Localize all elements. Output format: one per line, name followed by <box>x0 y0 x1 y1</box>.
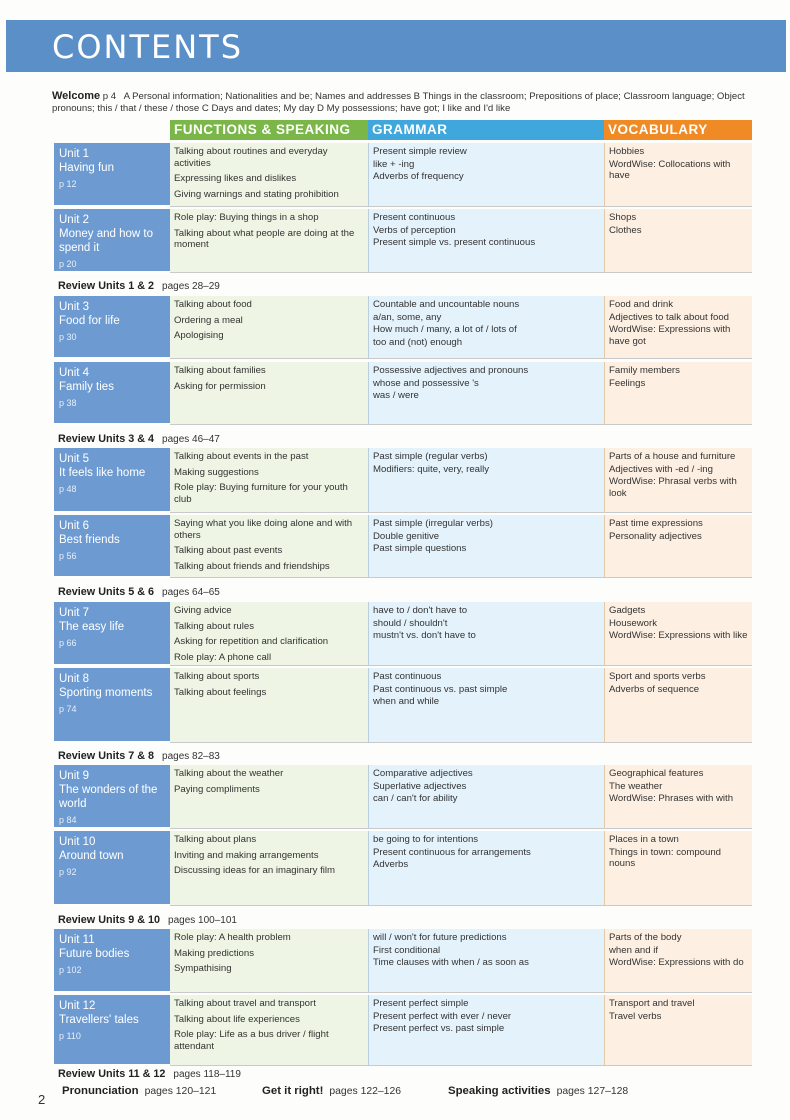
vocabulary-cell-line: Places in a town <box>609 834 679 845</box>
grammar-cell <box>368 929 604 993</box>
vocabulary-cell-line: Past time expressions <box>609 518 703 529</box>
unit-number: Unit 12 <box>59 1000 96 1012</box>
unit-row <box>54 929 752 993</box>
functions-cell-line: Talking about events in the past <box>174 451 309 462</box>
unit-number: Unit 5 <box>59 453 90 465</box>
unit-cell <box>54 831 170 906</box>
unit-number: Unit 9 <box>59 770 90 782</box>
unit-number: Unit 6 <box>59 520 90 532</box>
vocabulary-cell <box>604 668 752 743</box>
footer-item-pages: pages 127–128 <box>556 1086 629 1097</box>
vocabulary-cell-line: Shops <box>609 212 637 223</box>
review-pages: pages 100–101 <box>168 915 237 926</box>
functions-cell <box>170 995 368 1066</box>
grammar-cell-line: Past simple (irregular verbs) <box>373 518 493 529</box>
unit-title: Future bodies <box>59 948 130 960</box>
vocabulary-cell-line: Sport and sports verbs <box>609 671 706 682</box>
column-header-grammar: GRAMMAR <box>368 120 604 140</box>
functions-cell-line: Making predictions <box>174 947 254 959</box>
grammar-cell <box>368 515 604 578</box>
unit-cell <box>54 515 170 578</box>
vocabulary-cell-line: Gadgets <box>609 605 646 616</box>
functions-cell-line: Talking about what people are doing at the moment <box>174 227 355 251</box>
vocabulary-cell-line: Food and drink <box>609 299 673 310</box>
functions-cell <box>170 362 368 425</box>
vocabulary-cell-line: Parts of the body <box>609 932 682 943</box>
footer-item-label: Pronunciation <box>62 1085 139 1097</box>
unit-row <box>54 602 752 666</box>
vocabulary-cell-line: WordWise: Phrasal verbs with look <box>609 476 737 499</box>
footer-item-label: Get it right! <box>262 1085 324 1097</box>
footer-item-pronunciation <box>62 1085 216 1097</box>
functions-cell <box>170 143 368 207</box>
functions-cell <box>170 296 368 359</box>
functions-cell-line: Talking about life experiences <box>174 1013 300 1025</box>
footer-item-label: Speaking activities <box>448 1085 551 1097</box>
unit-number: Unit 2 <box>59 214 90 226</box>
functions-cell-line: Giving advice <box>174 605 232 616</box>
page-title: CONTENTS <box>52 28 244 66</box>
functions-cell-line: Talking about friends and friendships <box>174 560 330 572</box>
unit-cell <box>54 448 170 513</box>
vocabulary-cell-line: Adjectives with -ed / -ing <box>609 463 713 475</box>
review-label: Review Units 5 & 6 <box>58 586 155 598</box>
grammar-cell-line: like + -ing <box>373 158 415 170</box>
grammar-cell-line: Present continuous <box>373 212 456 223</box>
footer-item-speaking-activities <box>448 1085 628 1097</box>
functions-cell <box>170 448 368 513</box>
vocabulary-cell-line: Clothes <box>609 224 642 236</box>
vocabulary-cell <box>604 995 752 1066</box>
unit-title: Family ties <box>59 381 114 393</box>
unit-title: Sporting moments <box>59 687 153 699</box>
welcome-page: p 4 <box>102 91 117 102</box>
unit-page: p 92 <box>59 867 77 877</box>
review-label: Review Units 3 & 4 <box>58 433 155 445</box>
vocabulary-cell-line: Hobbies <box>609 146 645 157</box>
functions-cell <box>170 602 368 666</box>
grammar-cell-line: Adverbs of frequency <box>373 171 464 183</box>
review-label: Review Units 7 & 8 <box>58 750 155 762</box>
grammar-cell-line: Present perfect vs. past simple <box>373 1023 505 1035</box>
grammar-cell <box>368 995 604 1066</box>
review-row <box>58 912 748 928</box>
unit-title: Food for life <box>59 315 120 327</box>
functions-cell-line: Role play: Buying furniture for your youth club <box>174 482 348 505</box>
functions-cell-line: Role play: Buying things in a shop <box>174 212 319 223</box>
unit-cell <box>54 668 170 743</box>
grammar-cell-line: should / shouldn't <box>373 617 448 629</box>
functions-cell-line: Talking about sports <box>174 671 260 682</box>
grammar-cell-line: have to / don't have to <box>373 605 468 616</box>
unit-row <box>54 143 752 207</box>
vocabulary-cell <box>604 296 752 359</box>
functions-cell-line: Sympathising <box>174 963 232 975</box>
footer-item-pages: pages 120–121 <box>144 1086 217 1097</box>
functions-cell-line: Role play: Life as a bus driver / flight attendant <box>174 1029 329 1052</box>
functions-cell <box>170 831 368 906</box>
unit-row <box>54 995 752 1066</box>
vocabulary-cell <box>604 602 752 666</box>
vocabulary-cell-line: WordWise: Expressions with do <box>609 957 744 969</box>
vocabulary-cell-line: Transport and travel <box>609 998 695 1009</box>
grammar-cell-line: How much / many, a lot of / lots of <box>373 324 517 336</box>
unit-row <box>54 296 752 359</box>
functions-cell-line: Apologising <box>174 330 224 342</box>
unit-cell <box>54 209 170 273</box>
grammar-cell-line: Double genitive <box>373 530 440 542</box>
vocabulary-cell <box>604 765 752 829</box>
grammar-cell-line: too and (not) enough <box>373 336 463 348</box>
unit-number: Unit 3 <box>59 301 90 313</box>
functions-cell-line: Talking about feelings <box>174 686 267 698</box>
grammar-cell-line: Past simple (regular verbs) <box>373 451 488 462</box>
functions-cell <box>170 515 368 578</box>
unit-page: p 48 <box>59 484 77 494</box>
grammar-cell-line: was / were <box>373 390 419 402</box>
footer-item-pages: pages 122–126 <box>329 1086 402 1097</box>
functions-cell-line: Paying compliments <box>174 783 260 795</box>
review-pages: pages 46–47 <box>162 434 220 445</box>
grammar-cell-line: Possessive adjectives and pronouns <box>373 365 529 376</box>
grammar-cell <box>368 143 604 207</box>
vocabulary-cell-line: Parts of a house and furniture <box>609 451 736 462</box>
grammar-cell-line: Past continuous vs. past simple <box>373 683 508 695</box>
unit-number: Unit 8 <box>59 673 90 685</box>
unit-title: The wonders of the world <box>59 784 158 810</box>
vocabulary-cell-line: Feelings <box>609 377 646 389</box>
unit-number: Unit 4 <box>59 367 90 379</box>
unit-cell <box>54 296 170 359</box>
unit-cell <box>54 362 170 425</box>
vocabulary-cell <box>604 929 752 993</box>
welcome-label: Welcome <box>52 90 101 102</box>
unit-cell <box>54 602 170 666</box>
vocabulary-cell-line: Travel verbs <box>609 1010 662 1022</box>
unit-page: p 66 <box>59 638 77 648</box>
functions-cell-line: Role play: A health problem <box>174 932 291 943</box>
unit-number: Unit 7 <box>59 607 90 619</box>
grammar-cell-line: Verbs of perception <box>373 224 456 236</box>
unit-title: Travellers' tales <box>59 1014 139 1026</box>
functions-cell <box>170 765 368 829</box>
grammar-cell-line: Present perfect simple <box>373 998 469 1009</box>
vocabulary-cell-line: WordWise: Expressions with have got <box>609 324 731 347</box>
grammar-cell-line: Modifiers: quite, very, really <box>373 463 490 475</box>
grammar-cell-line: Present simple vs. present continuous <box>373 237 536 249</box>
functions-cell-line: Talking about travel and transport <box>174 998 316 1009</box>
review-row <box>58 1066 748 1082</box>
welcome-section <box>52 90 752 115</box>
functions-cell-line: Talking about food <box>174 299 252 310</box>
unit-row <box>54 448 752 513</box>
grammar-cell <box>368 362 604 425</box>
vocabulary-cell <box>604 209 752 273</box>
grammar-cell-line: Adverbs <box>373 859 409 871</box>
grammar-cell-line: mustn't vs. don't have to <box>373 630 476 642</box>
vocabulary-cell <box>604 143 752 207</box>
vocabulary-cell-line: Adjectives to talk about food <box>609 311 729 323</box>
functions-cell-line: Role play: A phone call <box>174 651 272 663</box>
functions-cell-line: Asking for repetition and clarification <box>174 636 329 648</box>
grammar-cell-line: when and while <box>373 696 440 708</box>
vocabulary-cell <box>604 515 752 578</box>
unit-page: p 110 <box>59 1031 81 1041</box>
grammar-cell-line: Comparative adjectives <box>373 768 473 779</box>
grammar-cell-line: Time clauses with when / as soon as <box>373 957 529 969</box>
unit-cell <box>54 765 170 829</box>
functions-cell-line: Discussing ideas for an imaginary film <box>174 865 336 877</box>
grammar-cell <box>368 209 604 273</box>
unit-page: p 74 <box>59 704 77 714</box>
functions-cell-line: Talking about past events <box>174 545 283 557</box>
vocabulary-cell <box>604 831 752 906</box>
unit-title: Money and how to spend it <box>59 228 153 254</box>
grammar-cell <box>368 668 604 743</box>
vocabulary-cell-line: The weather <box>609 780 663 792</box>
unit-page: p 102 <box>59 965 82 975</box>
unit-page: p 12 <box>59 179 77 189</box>
review-label: Review Units 9 & 10 <box>58 914 161 926</box>
unit-row <box>54 668 752 743</box>
unit-cell <box>54 143 170 207</box>
unit-number: Unit 1 <box>59 148 90 160</box>
unit-cell <box>54 929 170 993</box>
grammar-cell-line: First conditional <box>373 944 441 956</box>
functions-cell <box>170 929 368 993</box>
unit-row <box>54 362 752 425</box>
grammar-cell-line: Past simple questions <box>373 543 467 555</box>
footer-item-get-it-right <box>262 1085 401 1097</box>
unit-page: p 84 <box>59 815 77 825</box>
unit-number: Unit 11 <box>59 934 95 946</box>
grammar-cell <box>368 602 604 666</box>
vocabulary-cell-line: Personality adjectives <box>609 530 702 542</box>
functions-cell-line: Making suggestions <box>174 466 259 478</box>
unit-row <box>54 209 752 273</box>
grammar-cell-line: be going to for intentions <box>373 834 479 845</box>
functions-cell-line: Talking about rules <box>174 620 254 632</box>
unit-title: Having fun <box>59 162 114 174</box>
unit-title: It feels like home <box>59 467 146 479</box>
vocabulary-cell-line: WordWise: Phrases with with <box>609 793 734 805</box>
column-header-vocabulary: VOCABULARY <box>604 120 752 140</box>
functions-cell-line: Ordering a meal <box>174 314 243 326</box>
review-row <box>58 278 748 294</box>
vocabulary-cell <box>604 448 752 513</box>
functions-cell-line: Talking about families <box>174 365 266 376</box>
unit-title: The easy life <box>59 621 125 633</box>
review-row <box>58 431 748 447</box>
unit-cell <box>54 995 170 1066</box>
unit-page: p 20 <box>59 259 77 269</box>
unit-title: Around town <box>59 850 124 862</box>
functions-cell <box>170 668 368 743</box>
unit-row <box>54 515 752 578</box>
functions-cell-line: Inviting and making arrangements <box>174 849 319 861</box>
review-pages: pages 64–65 <box>162 587 220 598</box>
review-label: Review Units 11 & 12 <box>58 1068 166 1080</box>
functions-cell-line: Asking for permission <box>174 380 266 392</box>
functions-cell <box>170 209 368 273</box>
grammar-cell-line: Superlative adjectives <box>373 780 467 792</box>
review-pages: pages 118–119 <box>173 1069 241 1080</box>
vocabulary-cell-line: Things in town: compound nouns <box>609 846 721 870</box>
grammar-cell <box>368 831 604 906</box>
review-row <box>58 748 748 764</box>
review-label: Review Units 1 & 2 <box>58 280 155 292</box>
unit-row <box>54 831 752 906</box>
vocabulary-cell-line: when and if <box>609 944 659 956</box>
review-row <box>58 584 748 600</box>
vocabulary-cell-line: Adverbs of sequence <box>609 683 700 695</box>
functions-cell-line: Talking about routines and everyday activities <box>174 146 328 169</box>
vocabulary-cell-line: Geographical features <box>609 768 704 779</box>
grammar-cell <box>368 765 604 829</box>
grammar-cell-line: a/an, some, any <box>373 311 442 323</box>
grammar-cell-line: Present perfect with ever / never <box>373 1010 512 1022</box>
unit-title: Best friends <box>59 534 120 546</box>
unit-page: p 38 <box>59 398 77 408</box>
unit-page: p 56 <box>59 551 77 561</box>
grammar-cell <box>368 296 604 359</box>
review-pages: pages 28–29 <box>162 281 220 292</box>
unit-page: p 30 <box>59 332 77 342</box>
footer <box>0 1083 790 1109</box>
grammar-cell-line: whose and possessive 's <box>373 377 479 389</box>
header-band <box>6 20 786 72</box>
grammar-cell-line: Past continuous <box>373 671 442 682</box>
welcome-text: A Personal information; Nationalities and be; Names and addresses B Things in the classroom; Prepositions of place; Classroom language; Object pronouns; this / that / these / those C Days and dates; My day D My possessions; have got; I like and I'd like <box>52 91 745 114</box>
unit-row <box>54 765 752 829</box>
functions-cell-line: Giving warnings and stating prohibition <box>174 188 339 200</box>
grammar-cell <box>368 448 604 513</box>
vocabulary-cell-line: Housework <box>609 617 657 629</box>
grammar-cell-line: Countable and uncountable nouns <box>373 299 520 310</box>
grammar-cell-line: Present simple review <box>373 146 467 157</box>
vocabulary-cell-line: WordWise: Collocations with have <box>609 158 731 182</box>
functions-cell-line: Expressing likes and dislikes <box>174 173 297 185</box>
vocabulary-cell <box>604 362 752 425</box>
column-header-functions: FUNCTIONS & SPEAKING <box>170 120 368 140</box>
functions-cell-line: Saying what you like doing alone and with others <box>174 518 353 541</box>
functions-cell-line: Talking about plans <box>174 834 257 845</box>
functions-cell-line: Talking about the weather <box>174 768 284 779</box>
review-pages: pages 82–83 <box>162 751 220 762</box>
grammar-cell-line: Present continuous for arrangements <box>373 846 531 858</box>
grammar-cell-line: will / won't for future predictions <box>373 932 507 943</box>
vocabulary-cell-line: Family members <box>609 365 680 376</box>
vocabulary-cell-line: WordWise: Expressions with like <box>609 630 748 642</box>
grammar-cell-line: can / can't for ability <box>373 793 458 805</box>
page-number: 2 <box>38 1092 46 1107</box>
unit-number: Unit 10 <box>59 836 96 848</box>
